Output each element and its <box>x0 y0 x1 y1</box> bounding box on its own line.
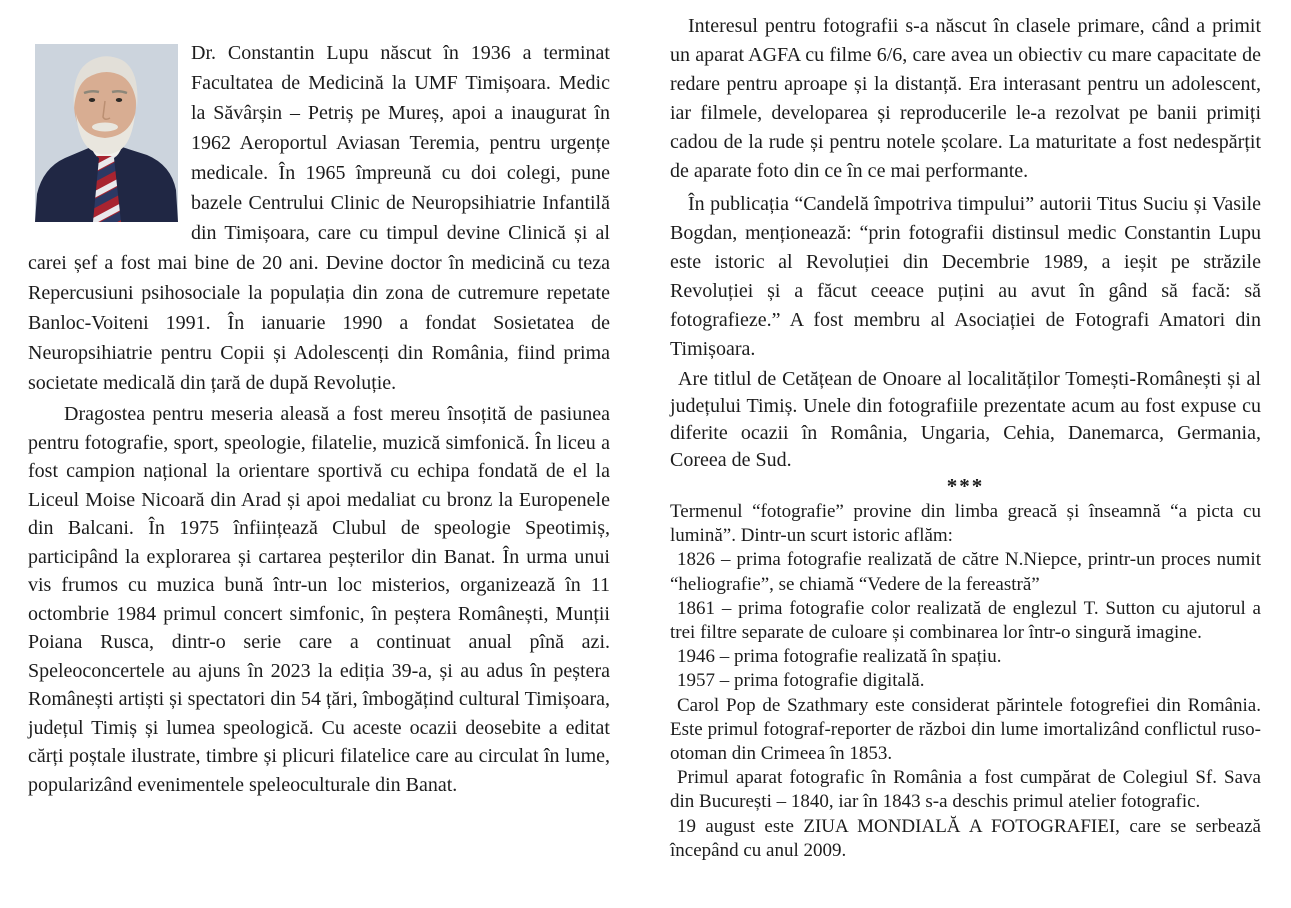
eye-left <box>89 98 95 102</box>
history-item-1946: 1946 – prima fotografie realizată în spațiu. <box>677 646 1002 668</box>
history-item-szathmary: Carol Pop de Szathmary este considerat părintele fotogrefiei din România. Este primul fotograf-reporter de război din lume imortalizând conflictul ruso-otoman din Crimeea în 1853. <box>670 694 1261 765</box>
eye-right <box>116 98 122 102</box>
right-column <box>670 0 1261 908</box>
bio-paragraph-2: Dragostea pentru meseria aleasă a fost mereu însoțită de pasiunea pentru fotografie, sport, speologie, filatelie, muzică simfonică. În liceu a fost campion național la orientare sportivă cu echipa fondată de el la Liceul Moise Nicoară din Arad și apoi medaliat cu bronz la Europenele din Balcani. În 1975 înființează Clubul de speologie Speotimiș, participând la explorarea și cartarea peșterilor din Banat. În urma unui vis frumos cu muzica bună într-un loc misterios, organizează în 11 octombrie 1984 primul concert simfonic, în peștera Românești, Munții Poiana Rusca, dintr-o serie care a continuat anual pînă azi. Speleoconcertele au ajuns în 2023 la ediția 39-a, și au adus în peștera Românești artiști și spectatori din 54 țări, îmbogățind cultural Timișoara, județul Timiș și lumea speologică. Cu aceste ocazii deosebite a editat cărți poștale ilustrate, timbre și plicuri filatelice care au circulat în lume, popularizând evenimentele speleoculturale din Banat. <box>28 403 610 796</box>
history-item-1957: 1957 – prima fotografie digitală. <box>677 670 925 692</box>
history-item-first-camera-romania: Primul aparat fotografic în România a fost cumpărat de Colegiul Sf. Sava din București – 1840, iar în 1843 s-a deschis primul atelier fotografic. <box>670 767 1261 813</box>
honorary-citizen-paragraph: Are titlul de Cetățean de Onoare al localităților Tomești-Românești și al județului Timiș. Unele din fotografiile prezentate acum au fost expuse cu diferite ocazii în România, Ungaria, Cehia, Danemarca, Germania, Coreea de Sud. <box>670 368 1261 471</box>
history-intro: Termenul “fotografie” provine din limba greacă și înseamnă “a picta cu lumină”. Dintr-un scurt istoric aflăm: <box>670 501 1261 547</box>
history-item-1826: 1826 – prima fotografie realizată de către N.Niepce, printr-un proces numit “heliografie”, se chiamă “Vedere de la fereastră” <box>670 549 1261 595</box>
photography-interest-paragraph: Interesul pentru fotografii s-a născut în clasele primare, când a primit un aparat AGFA cu filme 6/6, care avea un obiectiv cu mare capacitate de redare pentru aproape și la distanță. Era interasant pentru un adolescent, iar filmele, developarea și reproducerile le-a rezolvat pe banii primiți cadou de la rude și pentru notele școlare. La maturitate a fost nedespărțit de aparate foto din ce în ce mai performante. <box>670 15 1261 182</box>
portrait-photo <box>35 44 178 222</box>
section-separator-asterisks: *** <box>946 474 985 498</box>
history-item-world-photography-day: 19 august este ZIUA MONDIALĂ A FOTOGRAFIEI, care se serbează începând cu anul 2009. <box>670 815 1261 861</box>
bio-paragraph-1: Dr. Constantin Lupu născut în 1936 a terminat Facultatea de Medicină la UMF Timișoara. Medic la Săvârșin – Petriș pe Mureș, apoi a inaugurat în 1962 Aeroportul Aviasan Teremia, pentru urgențe medicale. În 1965 împreună cu doi colegi, pune bazele Centrului Clinic de Neuropsihiatrie Infantilă din Timișoara, care cu timpul devine Clinică și al carei șef a fost mai bine de 20 ani. Devine doctor în medicină cu teza Repercusiuni psihosociale la populația din zona de cutremure repetate Banloc-Voiteni 1991. În ianuarie 1990 a fondat Sosietatea de Neuropsihiatrie pentru Copii și Adolescenți din România, fiind prima societate medicală din țară de după Revoluție. <box>28 42 610 394</box>
mustache-shape <box>92 123 118 132</box>
left-column <box>28 0 610 908</box>
history-item-1861: 1861 – prima fotografie color realizată de englezul T. Sutton cu ajutorul a trei filtre separate de culoare și combinarea lor într-o singură imagine. <box>670 597 1261 644</box>
photography-history-list <box>670 500 1261 863</box>
candela-quote-paragraph: În publicația “Candelă împotriva timpului” autorii Titus Suciu și Vasile Bogdan, menționează: “prin fotografii distinsul medic Constantin Lupu este istoric al Revoluției din Decembrie 1989, a ieșit pe străzile Revoluției și a făcut ceeace puțini au avut în gând să facă: să fotografieze.” A fost membru al Asociației de Fotografi Amatori din Timișoara. <box>670 193 1261 360</box>
